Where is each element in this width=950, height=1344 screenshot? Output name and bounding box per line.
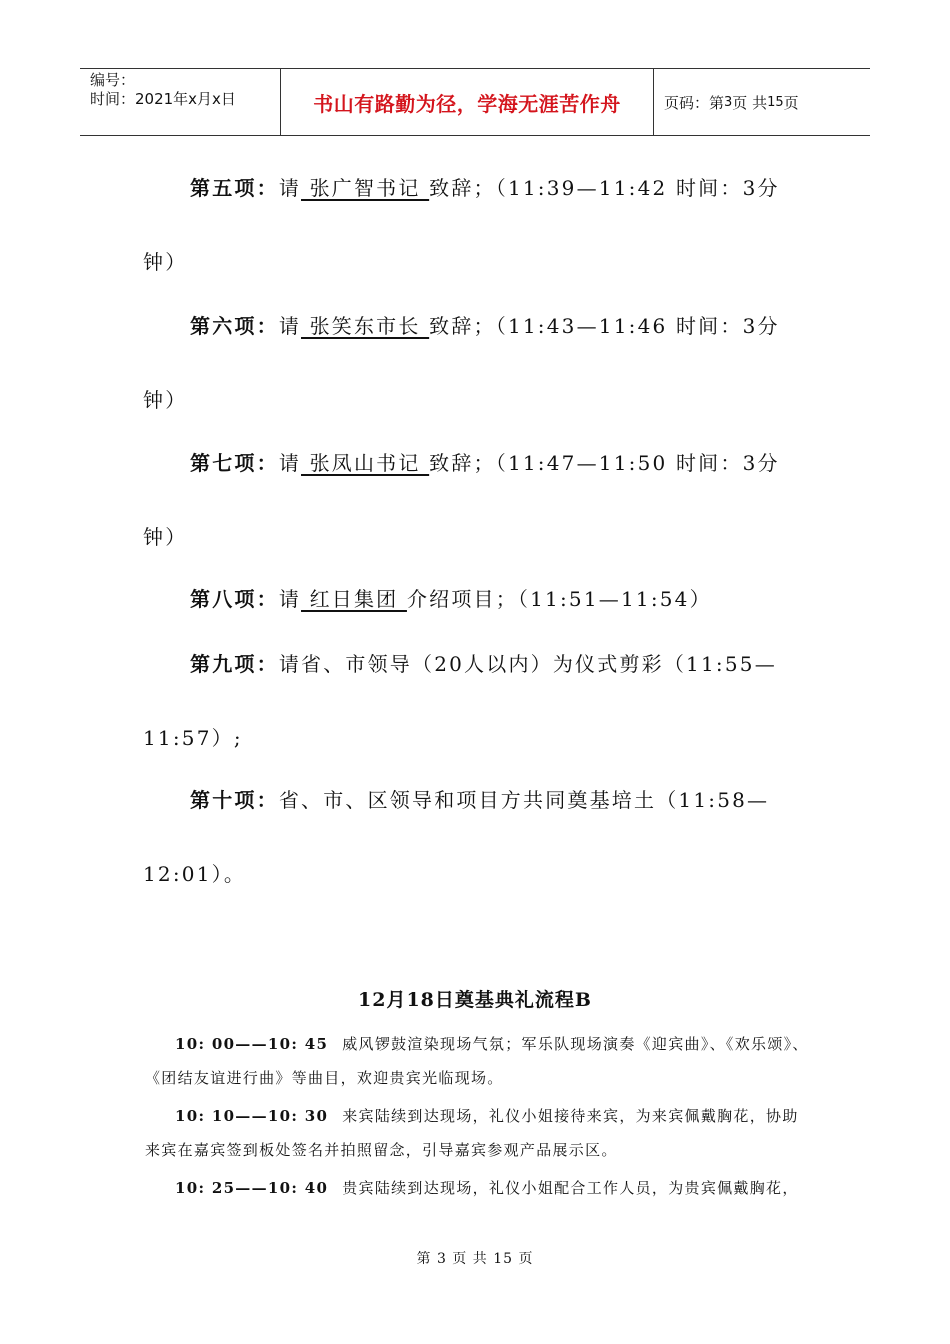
page-header xyxy=(80,68,870,136)
page-suffix: 页 xyxy=(783,93,799,112)
schedule-text: 贵宾陆续到达现场，礼仪小姐配合工作人员，为贵宾佩戴胸花， xyxy=(342,1179,799,1197)
speaker-name: 张凤山书记 xyxy=(301,451,430,475)
code-label: 编号： xyxy=(90,71,136,89)
presenter-name: 红日集团 xyxy=(301,587,407,611)
item-post: 致辞；（11:47—11:50 时间：3分 xyxy=(429,451,780,475)
agenda-item-7 xyxy=(190,447,830,476)
schedule-text: 来宾陆续到达现场，礼仪小姐接待来宾，为来宾佩戴胸花，协助来宾在嘉宾签到板处签名并拍照留念，引导嘉宾参观产品展示区。 xyxy=(145,1107,799,1159)
agenda-item-9-cont: 11:57）; xyxy=(143,726,243,750)
agenda-item-7-cont: 钟） xyxy=(143,525,188,549)
page-mid: 页 共 xyxy=(732,93,768,112)
page-prefix: 页码：第 xyxy=(664,93,725,112)
agenda-item-6-cont: 钟） xyxy=(143,388,188,412)
item-text: 省、市、区领导和项目方共同奠基培土（11:58— xyxy=(278,788,770,812)
header-meta xyxy=(80,69,281,135)
schedule-entry xyxy=(145,1171,810,1205)
schedule-time: 10: 25——10: 40 xyxy=(175,1179,329,1197)
header-motto: 书山有路勤为径，学海无涯苦作舟 xyxy=(281,69,654,135)
agenda-item-10 xyxy=(190,784,830,813)
schedule-time: 10: 10——10: 30 xyxy=(175,1107,329,1125)
item-post: 致辞；（11:43—11:46 时间：3分 xyxy=(429,314,780,338)
agenda-item-6 xyxy=(190,310,830,339)
agenda-item-5-cont: 钟） xyxy=(143,250,188,274)
agenda-item-8 xyxy=(190,583,830,612)
item-pre: 请 xyxy=(278,176,302,200)
section-title: 12月18日奠基典礼流程B xyxy=(358,989,592,1011)
page-footer: 第 3 页 共 15 页 xyxy=(416,1251,534,1267)
item-label: 第七项： xyxy=(190,451,279,475)
item-pre: 请 xyxy=(278,451,302,475)
item-label: 第十项： xyxy=(190,788,279,812)
page-total: 15 xyxy=(767,94,784,110)
speaker-name: 张广智书记 xyxy=(301,176,430,200)
schedule-entry xyxy=(145,1099,810,1167)
item-label: 第五项： xyxy=(190,176,279,200)
header-page-info xyxy=(654,69,870,135)
item-label: 第九项： xyxy=(190,652,279,676)
item-pre: 请 xyxy=(278,314,302,338)
schedule-entry xyxy=(145,1027,810,1095)
agenda-item-10-cont: 12:01）。 xyxy=(143,862,247,886)
agenda-item-5 xyxy=(190,172,830,201)
page-number: 3 xyxy=(724,94,733,110)
speaker-name: 张笑东市长 xyxy=(301,314,430,338)
item-pre: 请 xyxy=(278,587,302,611)
schedule-time: 10: 00——10: 45 xyxy=(175,1035,329,1053)
agenda-item-9 xyxy=(190,648,830,677)
item-post: 介绍项目；（11:51—11:54） xyxy=(406,587,712,611)
item-label: 第八项： xyxy=(190,587,279,611)
schedule-text: 威风锣鼓渲染现场气氛；军乐队现场演奏《迎宾曲》、《欢乐颂》、《团结友谊进行曲》等曲目，欢迎贵宾光临现场。 xyxy=(145,1035,809,1087)
item-post: 致辞；（11:39—11:42 时间：3分 xyxy=(429,176,780,200)
item-label: 第六项： xyxy=(190,314,279,338)
time-label: 时间：2021年x月x日 xyxy=(90,90,236,108)
item-text: 请省、市领导（20人以内）为仪式剪彩（11:55— xyxy=(278,652,777,676)
